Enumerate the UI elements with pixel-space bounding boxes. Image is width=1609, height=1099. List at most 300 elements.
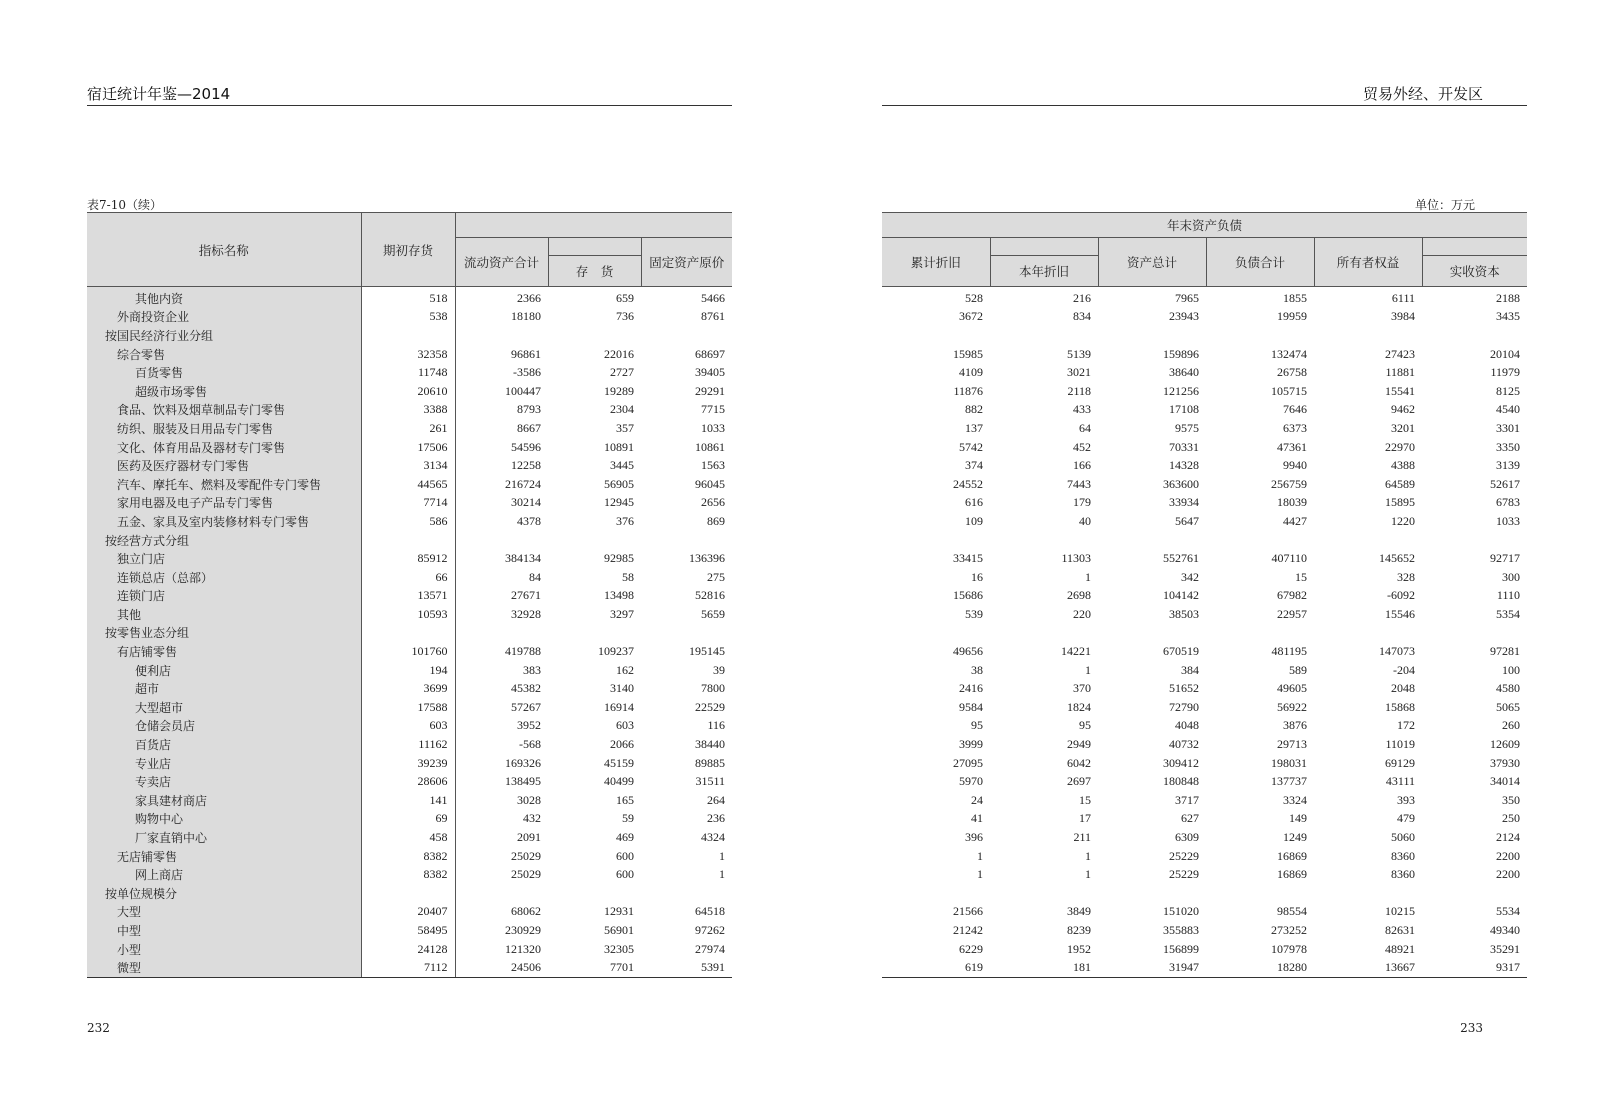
cell-value: 96045 bbox=[695, 476, 726, 491]
cell-value: 12931 bbox=[604, 904, 634, 919]
cell-value: 18280 bbox=[1206, 958, 1314, 977]
cell-value bbox=[1314, 326, 1422, 345]
cell-value: 45159 bbox=[604, 755, 634, 770]
row-label: 家用电器及电子产品专门零售 bbox=[87, 494, 361, 513]
table-row bbox=[882, 940, 1527, 959]
table-row bbox=[882, 661, 1527, 680]
cell-value: 97281 bbox=[1490, 644, 1521, 659]
cell-value: 383 bbox=[523, 662, 541, 677]
cell-value: 69129 bbox=[1385, 755, 1415, 770]
cell-value: -3586 bbox=[513, 365, 541, 380]
cell-value: 33415 bbox=[953, 551, 983, 566]
cell-value bbox=[990, 326, 1098, 345]
cell-value: 236 bbox=[707, 811, 726, 826]
cell-value: 7646 bbox=[1283, 402, 1307, 417]
table-row bbox=[87, 308, 732, 327]
cell-value: 393 bbox=[1397, 792, 1415, 807]
cell-value: 3445 bbox=[610, 458, 634, 473]
cell-value: 619 bbox=[882, 958, 990, 977]
cell-value: 370 bbox=[1073, 681, 1091, 696]
cell-value: 539 bbox=[965, 606, 983, 621]
cell-value: 469 bbox=[616, 830, 634, 845]
cell-value: 145652 bbox=[1379, 551, 1415, 566]
cell-value: 22016 bbox=[604, 346, 634, 361]
cell-value: 3388 bbox=[361, 401, 455, 420]
table-row bbox=[882, 587, 1527, 606]
cell-value: 600 bbox=[616, 867, 634, 882]
cell-value: 17 bbox=[1079, 811, 1091, 826]
cell-value: 156899 bbox=[1163, 941, 1199, 956]
cell-value: 96861 bbox=[511, 346, 541, 361]
cell-value: 4388 bbox=[1391, 458, 1415, 473]
cell-value: 8667 bbox=[517, 420, 541, 435]
table-row bbox=[87, 287, 732, 308]
cell-value: 384134 bbox=[505, 551, 541, 566]
table-row bbox=[87, 717, 732, 736]
cell-value: 10891 bbox=[604, 439, 634, 454]
cell-value: 589 bbox=[1289, 662, 1307, 677]
cell-value: 9940 bbox=[1283, 458, 1307, 473]
cell-value: 11019 bbox=[1385, 737, 1415, 752]
table-row bbox=[87, 903, 732, 922]
cell-value: 11979 bbox=[1490, 365, 1521, 380]
cell-value bbox=[1314, 531, 1422, 550]
cell-value: 6783 bbox=[1496, 495, 1521, 510]
cell-value: 17108 bbox=[1169, 402, 1199, 417]
cell-value: 41 bbox=[971, 811, 983, 826]
cell-value: 4048 bbox=[1175, 718, 1199, 733]
cell-value: 32305 bbox=[604, 941, 634, 956]
cell-value: 165 bbox=[616, 792, 634, 807]
cell-value: 9575 bbox=[1175, 420, 1199, 435]
cell-value: 15 bbox=[1079, 792, 1091, 807]
cell-value: 3999 bbox=[959, 737, 983, 752]
cell-value: 9584 bbox=[959, 699, 983, 714]
table-row bbox=[882, 401, 1527, 420]
table-row bbox=[882, 735, 1527, 754]
row-label: 按零售业态分组 bbox=[87, 624, 361, 643]
cell-value bbox=[455, 624, 548, 643]
row-label: 中型 bbox=[87, 921, 361, 940]
cell-value: 25029 bbox=[511, 848, 541, 863]
cell-value: 3297 bbox=[610, 606, 634, 621]
cell-value: 6309 bbox=[1175, 830, 1199, 845]
table-row bbox=[882, 679, 1527, 698]
cell-value bbox=[361, 884, 455, 903]
cell-value: 3301 bbox=[1496, 420, 1521, 435]
row-label: 超市 bbox=[87, 679, 361, 698]
cell-value: 15985 bbox=[953, 346, 983, 361]
row-label: 大型超市 bbox=[87, 698, 361, 717]
cell-value: 24552 bbox=[953, 476, 983, 491]
cell-value: 27974 bbox=[695, 941, 726, 956]
cell-value: 2091 bbox=[517, 830, 541, 845]
cell-value: 3201 bbox=[1391, 420, 1415, 435]
cell-value: 407110 bbox=[1271, 551, 1307, 566]
table-row bbox=[87, 475, 732, 494]
table-row bbox=[87, 512, 732, 531]
cell-value: 5139 bbox=[1067, 346, 1091, 361]
cell-value: 44565 bbox=[361, 475, 455, 494]
row-label: 按经营方式分组 bbox=[87, 531, 361, 550]
cell-value: 1033 bbox=[1496, 513, 1521, 528]
cell-value bbox=[882, 624, 990, 643]
cell-value: 19959 bbox=[1277, 309, 1307, 324]
cell-value: 69 bbox=[361, 810, 455, 829]
cell-value: 6229 bbox=[959, 941, 983, 956]
table-row bbox=[87, 401, 732, 420]
cell-value: 51652 bbox=[1169, 681, 1199, 696]
cell-value: 57267 bbox=[511, 699, 541, 714]
cell-value: 172 bbox=[1397, 718, 1415, 733]
cell-value: 2727 bbox=[610, 365, 634, 380]
header-paid-in: 实收资本 bbox=[1422, 256, 1527, 287]
cell-value: 2200 bbox=[1496, 848, 1521, 863]
row-label: 综合零售 bbox=[87, 345, 361, 364]
cell-value: 7701 bbox=[548, 958, 641, 977]
table-row bbox=[882, 865, 1527, 884]
table-row bbox=[87, 494, 732, 513]
cell-value: 180848 bbox=[1163, 774, 1199, 789]
cell-value: 458 bbox=[361, 828, 455, 847]
cell-value: 68062 bbox=[511, 904, 541, 919]
cell-value: 92717 bbox=[1490, 551, 1521, 566]
cell-value bbox=[882, 326, 990, 345]
table-row bbox=[87, 456, 732, 475]
cell-value: 7965 bbox=[1175, 290, 1199, 305]
cell-value: 48921 bbox=[1385, 941, 1415, 956]
cell-value: 121320 bbox=[505, 941, 541, 956]
cell-value: 1033 bbox=[701, 420, 726, 435]
cell-value: 5742 bbox=[959, 439, 983, 454]
cell-value: 8793 bbox=[517, 402, 541, 417]
cell-value: 5659 bbox=[701, 606, 726, 621]
cell-value: 12609 bbox=[1490, 737, 1521, 752]
cell-value: 29291 bbox=[695, 383, 726, 398]
cell-value: 528 bbox=[965, 290, 983, 305]
cell-value: 30214 bbox=[511, 495, 541, 510]
cell-value: 2118 bbox=[1067, 383, 1091, 398]
cell-value: 869 bbox=[707, 513, 726, 528]
cell-value: 39405 bbox=[695, 365, 726, 380]
cell-value: 194 bbox=[361, 661, 455, 680]
table-row bbox=[882, 549, 1527, 568]
cell-value: 49656 bbox=[953, 644, 983, 659]
row-label: 小型 bbox=[87, 940, 361, 959]
header-year-depr: 本年折旧 bbox=[990, 256, 1098, 287]
cell-value: 40 bbox=[1079, 513, 1091, 528]
cell-value bbox=[455, 326, 548, 345]
cell-value: 16869 bbox=[1277, 848, 1307, 863]
table-row bbox=[87, 698, 732, 717]
cell-value: 659 bbox=[616, 290, 634, 305]
row-label: 独立门店 bbox=[87, 549, 361, 568]
cell-value: 5647 bbox=[1175, 513, 1199, 528]
table-right bbox=[882, 212, 1527, 978]
header-total-liab: 负债合计 bbox=[1206, 238, 1314, 287]
cell-value: 195145 bbox=[689, 644, 726, 659]
cell-value: 1 bbox=[977, 867, 983, 882]
cell-value: 1824 bbox=[1067, 699, 1091, 714]
cell-value: 328 bbox=[1397, 569, 1415, 584]
row-label: 外商投资企业 bbox=[87, 308, 361, 327]
cell-value: 109 bbox=[965, 513, 983, 528]
cell-value: 3435 bbox=[1496, 309, 1521, 324]
table-row bbox=[882, 624, 1527, 643]
cell-value: 24 bbox=[971, 792, 983, 807]
cell-value: 137737 bbox=[1271, 774, 1307, 789]
cell-value: 627 bbox=[1181, 811, 1199, 826]
header-spacer-r1 bbox=[990, 238, 1098, 256]
cell-value: 181 bbox=[990, 958, 1098, 977]
cell-value: 834 bbox=[1073, 309, 1091, 324]
cell-value bbox=[455, 884, 548, 903]
table-row bbox=[882, 512, 1527, 531]
cell-value: 49340 bbox=[1490, 922, 1521, 937]
header-group-blank bbox=[455, 213, 732, 238]
cell-value bbox=[1422, 624, 1527, 643]
cell-value: 92985 bbox=[604, 551, 634, 566]
cell-value: 20610 bbox=[361, 382, 455, 401]
cell-value: 5391 bbox=[641, 958, 732, 977]
cell-value: 8125 bbox=[1496, 383, 1521, 398]
cell-value: 432 bbox=[523, 811, 541, 826]
cell-value: 8239 bbox=[1067, 922, 1091, 937]
cell-value: 260 bbox=[1502, 718, 1521, 733]
cell-value bbox=[1206, 884, 1314, 903]
cell-value: 101760 bbox=[361, 642, 455, 661]
cell-value: 309412 bbox=[1163, 755, 1199, 770]
cell-value: 12945 bbox=[604, 495, 634, 510]
cell-value: 18039 bbox=[1277, 495, 1307, 510]
cell-value: 376 bbox=[616, 513, 634, 528]
cell-value: 3139 bbox=[1496, 458, 1521, 473]
cell-value: 28606 bbox=[361, 772, 455, 791]
table-row bbox=[882, 754, 1527, 773]
cell-value: 5060 bbox=[1391, 830, 1415, 845]
cell-value: 85912 bbox=[361, 549, 455, 568]
table-row bbox=[882, 419, 1527, 438]
cell-value: 384 bbox=[1181, 662, 1199, 677]
table-row bbox=[87, 661, 732, 680]
table-row bbox=[882, 345, 1527, 364]
table-row bbox=[882, 903, 1527, 922]
table-caption: 表7-10（续） bbox=[87, 198, 162, 212]
cell-value: 59 bbox=[622, 811, 634, 826]
table-row bbox=[87, 847, 732, 866]
cell-value: 2124 bbox=[1496, 830, 1521, 845]
row-label: 连锁门店 bbox=[87, 587, 361, 606]
cell-value: 24506 bbox=[455, 958, 548, 977]
table-row bbox=[87, 754, 732, 773]
cell-value: 149 bbox=[1289, 811, 1307, 826]
cell-value: 1 bbox=[977, 848, 983, 863]
cell-value: 40499 bbox=[604, 774, 634, 789]
cell-value: 2949 bbox=[1067, 737, 1091, 752]
cell-value: 3876 bbox=[1283, 718, 1307, 733]
cell-value: 2416 bbox=[959, 681, 983, 696]
cell-value: 64518 bbox=[695, 904, 726, 919]
table-row bbox=[882, 475, 1527, 494]
table-right-body bbox=[882, 287, 1527, 978]
cell-value: 481195 bbox=[1271, 644, 1307, 659]
row-label: 纺织、服装及日用品专门零售 bbox=[87, 419, 361, 438]
cell-value: 1 bbox=[1085, 662, 1091, 677]
cell-value: 6373 bbox=[1283, 420, 1307, 435]
cell-value: 1 bbox=[719, 867, 726, 882]
cell-value: 4427 bbox=[1283, 513, 1307, 528]
row-label: 连锁总店（总部） bbox=[87, 568, 361, 587]
cell-value: 1952 bbox=[1067, 941, 1091, 956]
header-fixed-assets: 固定资产原价 bbox=[641, 238, 732, 287]
row-label: 百货店 bbox=[87, 735, 361, 754]
cell-value bbox=[1206, 326, 1314, 345]
cell-value bbox=[548, 624, 641, 643]
table-row bbox=[87, 865, 732, 884]
cell-value: 159896 bbox=[1163, 346, 1199, 361]
cell-value: 300 bbox=[1502, 569, 1521, 584]
cell-value: -204 bbox=[1393, 662, 1415, 677]
cell-value: 7714 bbox=[361, 494, 455, 513]
header-opening-stock: 期初存货 bbox=[361, 213, 455, 287]
cell-value: 8382 bbox=[361, 865, 455, 884]
cell-value: 419788 bbox=[505, 644, 541, 659]
cell-value: 7112 bbox=[361, 958, 455, 977]
cell-value: 33934 bbox=[1169, 495, 1199, 510]
cell-value: 9317 bbox=[1422, 958, 1527, 977]
header-equity: 所有者权益 bbox=[1314, 238, 1422, 287]
cell-value: 12258 bbox=[511, 458, 541, 473]
cell-value: 3028 bbox=[517, 792, 541, 807]
table-row bbox=[882, 438, 1527, 457]
cell-value bbox=[361, 624, 455, 643]
table-row bbox=[87, 549, 732, 568]
cell-value: 363600 bbox=[1163, 476, 1199, 491]
row-label: 其他内资 bbox=[87, 287, 361, 308]
running-head-right: 贸易外经、开发区 bbox=[1362, 85, 1483, 103]
cell-value: 7715 bbox=[701, 402, 726, 417]
cell-value: 31947 bbox=[1098, 958, 1206, 977]
cell-value: 136396 bbox=[689, 551, 726, 566]
cell-value: 15868 bbox=[1385, 699, 1415, 714]
cell-value bbox=[1098, 884, 1206, 903]
cell-value: 147073 bbox=[1379, 644, 1415, 659]
cell-value: 603 bbox=[616, 718, 634, 733]
cell-value: 89885 bbox=[695, 755, 726, 770]
cell-value: 22957 bbox=[1277, 606, 1307, 621]
cell-value: 31511 bbox=[695, 774, 726, 789]
row-label: 医药及医疗器材专门零售 bbox=[87, 456, 361, 475]
cell-value: 141 bbox=[361, 791, 455, 810]
cell-value: 13571 bbox=[361, 587, 455, 606]
cell-value: 32928 bbox=[511, 606, 541, 621]
header-inventory: 存 货 bbox=[548, 256, 641, 287]
cell-value: 1249 bbox=[1283, 830, 1307, 845]
cell-value bbox=[641, 624, 732, 643]
header-rule-left bbox=[87, 105, 732, 106]
cell-value: 11748 bbox=[361, 363, 455, 382]
cell-value: 275 bbox=[707, 569, 726, 584]
cell-value: 72790 bbox=[1169, 699, 1199, 714]
table-row bbox=[882, 308, 1527, 327]
cell-value: 3140 bbox=[610, 681, 634, 696]
cell-value: 70331 bbox=[1169, 439, 1199, 454]
cell-value: 38 bbox=[971, 662, 983, 677]
cell-value: 433 bbox=[1073, 402, 1091, 417]
table-row bbox=[882, 828, 1527, 847]
cell-value: 47361 bbox=[1277, 439, 1307, 454]
page-number-right: 233 bbox=[1460, 1021, 1483, 1035]
table-row bbox=[87, 531, 732, 550]
cell-value: 95 bbox=[971, 718, 983, 733]
header-spacer-r2 bbox=[1422, 238, 1527, 256]
cell-value: 29713 bbox=[1277, 737, 1307, 752]
cell-value: 14328 bbox=[1169, 458, 1199, 473]
cell-value: 162 bbox=[616, 662, 634, 677]
table-row bbox=[87, 735, 732, 754]
table-row bbox=[87, 587, 732, 606]
cell-value: 17506 bbox=[361, 438, 455, 457]
cell-value: 16 bbox=[971, 569, 983, 584]
cell-value: 132474 bbox=[1271, 346, 1307, 361]
cell-value: 23943 bbox=[1169, 309, 1199, 324]
header-rule-right bbox=[882, 105, 1527, 106]
cell-value: 67982 bbox=[1277, 588, 1307, 603]
cell-value bbox=[641, 531, 732, 550]
cell-value: 1855 bbox=[1283, 290, 1307, 305]
cell-value: -6092 bbox=[1387, 588, 1415, 603]
cell-value: 64 bbox=[1079, 420, 1091, 435]
row-label: 微型 bbox=[87, 958, 361, 977]
cell-value: 1 bbox=[719, 848, 726, 863]
row-label: 按单位规模分 bbox=[87, 884, 361, 903]
cell-value: 17588 bbox=[361, 698, 455, 717]
cell-value: 11881 bbox=[1385, 365, 1415, 380]
table-row bbox=[882, 921, 1527, 940]
cell-value: 14221 bbox=[1061, 644, 1091, 659]
cell-value: 616 bbox=[965, 495, 983, 510]
running-head-left: 宿迁统计年鉴—2014 bbox=[87, 85, 231, 103]
cell-value bbox=[1206, 624, 1314, 643]
cell-value: 264 bbox=[707, 792, 726, 807]
table-left-body bbox=[87, 287, 732, 978]
cell-value: 27671 bbox=[511, 588, 541, 603]
row-label: 其他 bbox=[87, 605, 361, 624]
cell-value: 3672 bbox=[959, 309, 983, 324]
cell-value: 11162 bbox=[361, 735, 455, 754]
cell-value: 8382 bbox=[361, 847, 455, 866]
cell-value: 13498 bbox=[604, 588, 634, 603]
row-label: 百货零售 bbox=[87, 363, 361, 382]
table-row bbox=[87, 828, 732, 847]
cell-value: 16869 bbox=[1277, 867, 1307, 882]
cell-value: 3717 bbox=[1175, 792, 1199, 807]
cell-value: 600 bbox=[616, 848, 634, 863]
row-label: 仓储会员店 bbox=[87, 717, 361, 736]
cell-value: 166 bbox=[1073, 458, 1091, 473]
cell-value: 25029 bbox=[511, 867, 541, 882]
cell-value: 15895 bbox=[1385, 495, 1415, 510]
cell-value: 18180 bbox=[511, 309, 541, 324]
cell-value: 5466 bbox=[701, 290, 726, 305]
cell-value bbox=[361, 326, 455, 345]
cell-value: 49605 bbox=[1277, 681, 1307, 696]
cell-value: 603 bbox=[361, 717, 455, 736]
cell-value: 82631 bbox=[1385, 922, 1415, 937]
header-name: 指标名称 bbox=[87, 213, 361, 287]
table-row bbox=[87, 568, 732, 587]
table-row bbox=[87, 419, 732, 438]
